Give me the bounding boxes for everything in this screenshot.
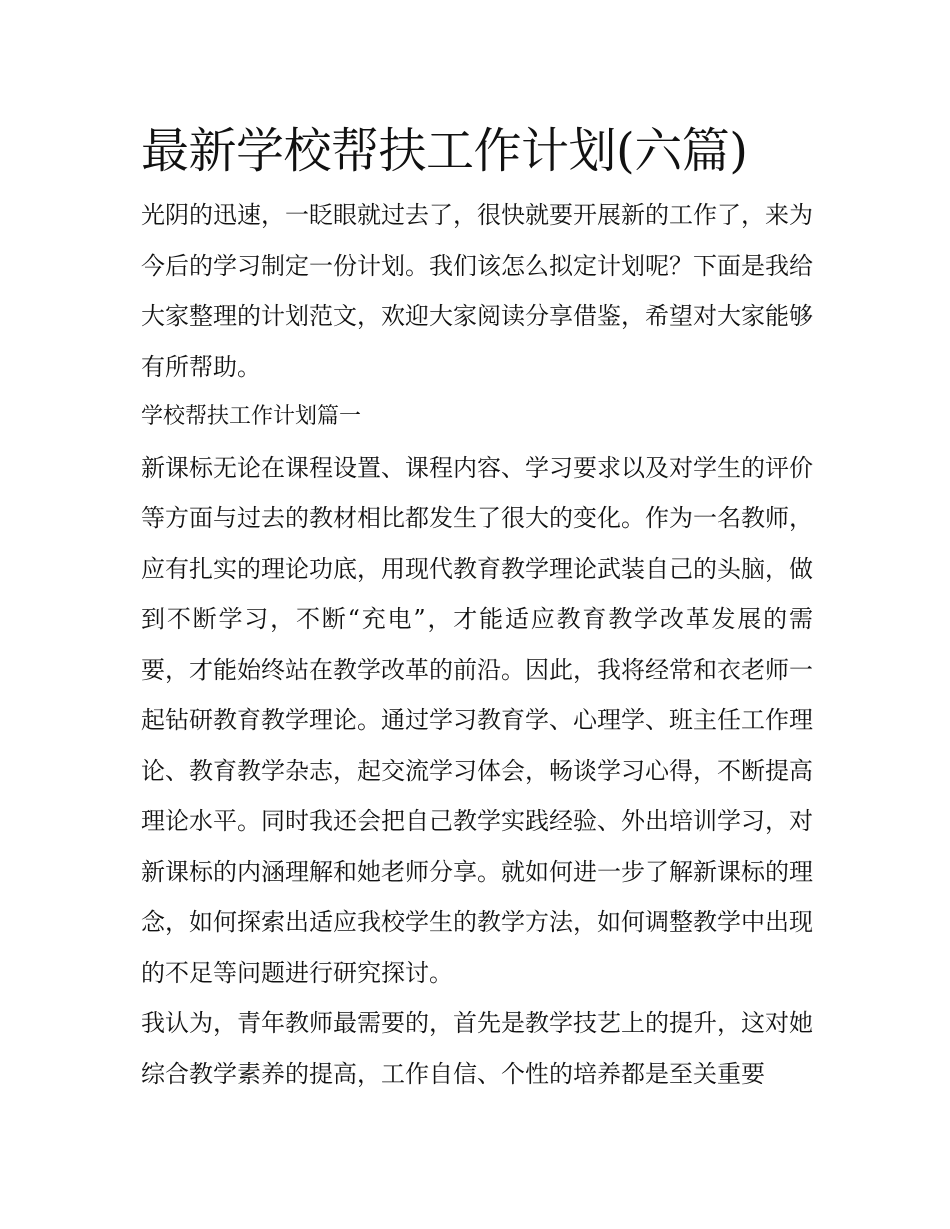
document-page: [141, 112, 813, 1099]
section-heading: 学校帮扶工作计划篇一: [141, 404, 362, 429]
body-paragraph-2: 我认为，青年教师最需要的，首先是教学技艺上的提升，这对她综合教学素养的提高，工作自信、个性的培养都是至关重要: [141, 1009, 813, 1088]
body-paragraph-1: 新课标无论在课程设置、课程内容、学习要求以及对学生的评价等方面与过去的教材相比都发生了很大的变化。作为一名教师，应有扎实的理论功底，用现代教育教学理论武装自己的头脑，做到不断学习，不断“充电”，才能适应教育教学改革发展的需要，才能始终站在教学改革的前沿。因此，我将经常和衣老师一起钻研教育教学理论。通过学习教育学、心理学、班主任工作理论、教育教学杂志，起交流学习体会，畅谈学习心得，不断提高理论水平。同时我还会把自己教学实践经验、外出培训学习，对新课标的内涵理解和她老师分享。就如何进一步了解新课标的理念，如何探索出适应我校学生的教学方法，如何调整教学中出现的不足等问题进行研究探讨。: [141, 453, 813, 987]
intro-paragraph: 光阴的迅速，一眨眼就过去了，很快就要开展新的工作了，来为今后的学习制定一份计划。我们该怎么拟定计划呢？下面是我给大家整理的计划范文，欢迎大家阅读分享借鉴，希望对大家能够有所帮助。: [141, 201, 813, 381]
document-title: 最新学校帮扶工作计划(六篇): [141, 123, 748, 179]
